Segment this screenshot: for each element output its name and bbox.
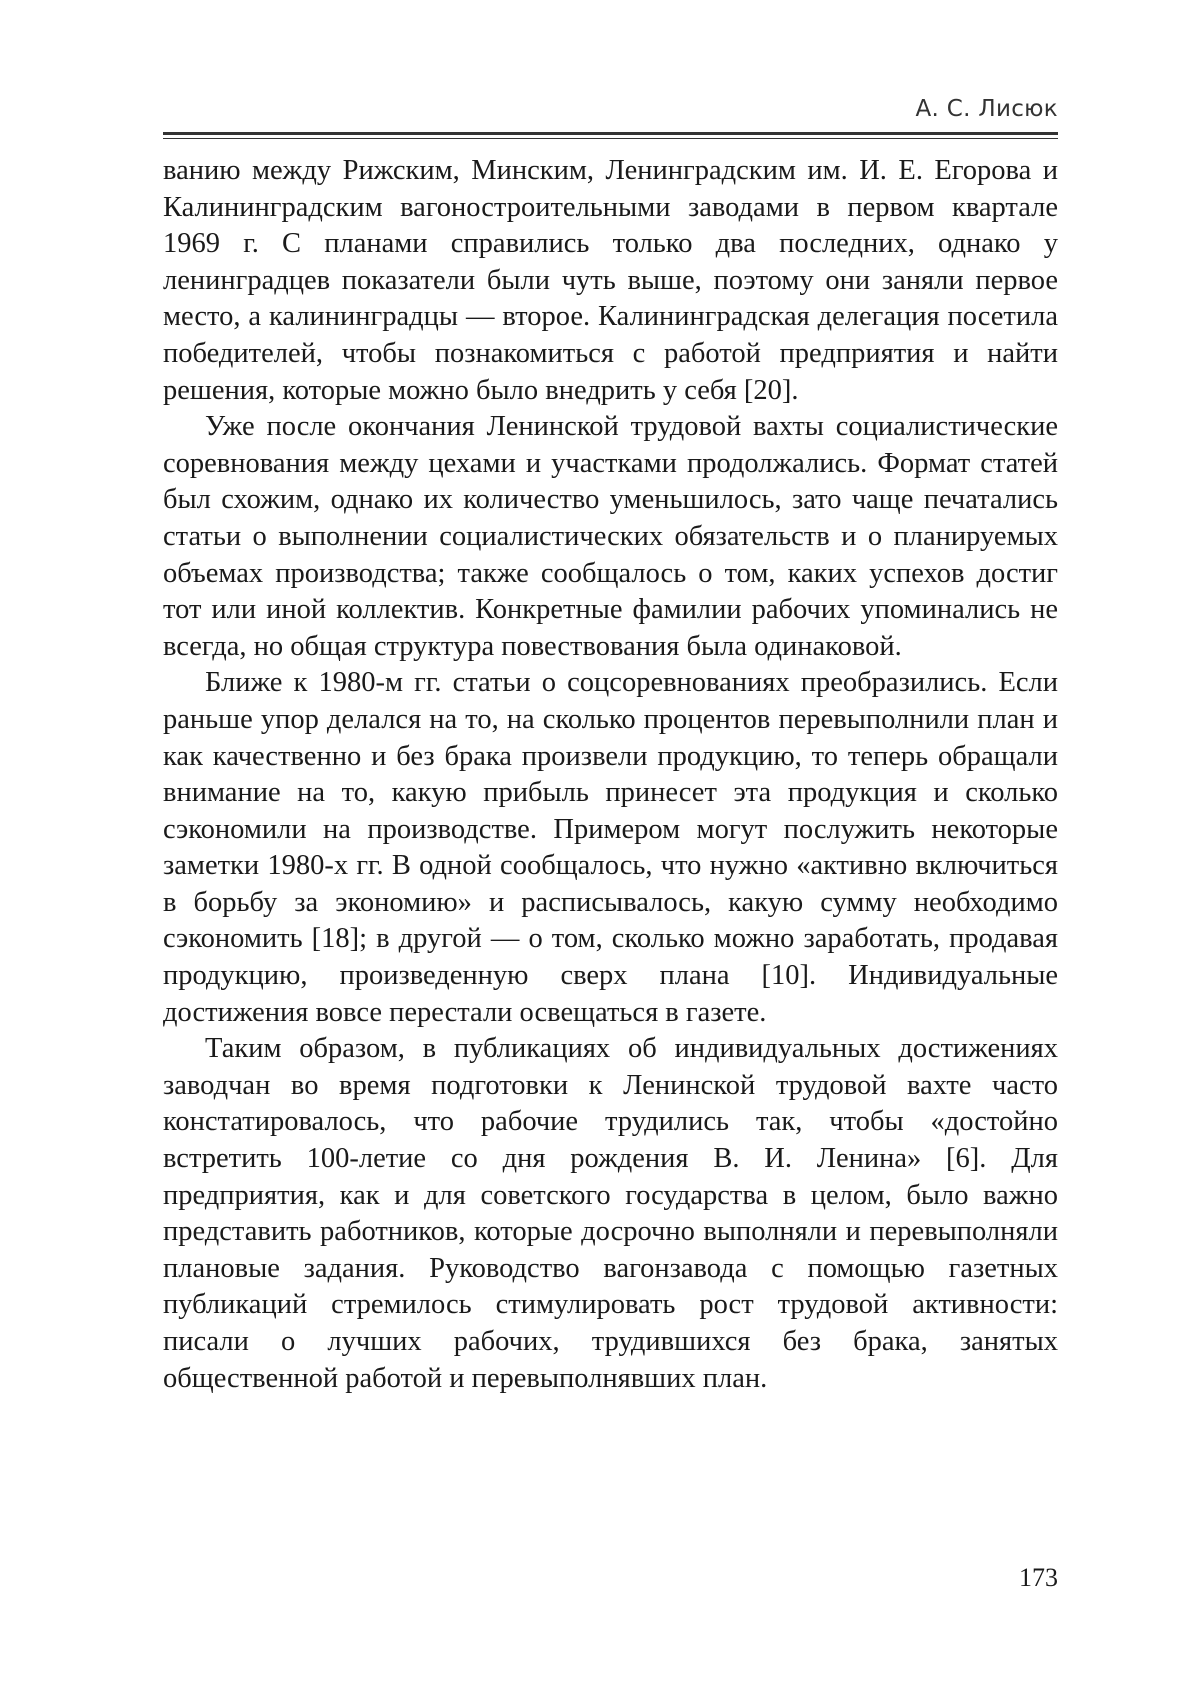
body-text: [163, 153, 1058, 1397]
header-rule-thin: [163, 138, 1058, 139]
paragraph: Ближе к 1980-м гг. статьи о соцсоревнованиях преобразились. Если раньше упор делался на то, на сколько процентов перевыполнили план и как качественно и без брака произвели продукцию, то теперь обращали внимание на то, какую прибыль принесет эта продукция и сколько сэкономили на производстве. Примером могут послужить некоторые заметки 1980-х гг. В одной сообщалось, что нужно «активно включиться в борьбу за экономию» и расписывалось, какую сумму необходимо сэкономить [18]; в другой — о том, сколько можно заработать, продавая продукцию, произведенную сверх плана [10]. Индивидуальные достижения вовсе перестали освещаться в газете.: [163, 667, 1058, 1028]
running-head-author: А. С. Лисюк: [915, 96, 1058, 122]
paragraph: Таким образом, в публикациях об индивидуальных достижениях заводчан во время подготовки к Ленинской трудовой вахте часто констатировалось, что рабочие трудились так, чтобы «достойно встретить 100-летие со дня рождения В. И. Ленина» [6]. Для предприятия, как и для советского государства в целом, было важно представить работников, которые досрочно выполняли и перевыполняли плановые задания. Руководство вагонзавода с помощью газетных публикаций стремилось стимулировать рост трудовой активности: писали о лучших рабочих, трудившихся без брака, занятых общественной работой и перевыполнявших план.: [163, 1033, 1058, 1394]
header-rule-thick: [163, 132, 1058, 135]
page-number: 173: [1019, 1563, 1058, 1592]
paragraph-continuation: ванию между Рижским, Минским, Ленинградским им. И. Е. Егорова и Калининградским вагоностроительными заводами в первом квартале 1969 г. С планами справились только два последних, однако у ленинградцев показатели были чуть выше, поэтому они заняли первое место, а калининградцы — второе. Калининградская делегация посетила победителей, чтобы познакомиться с работой предприятия и найти решения, которые можно было внедрить у себя [20].: [163, 155, 1058, 406]
paragraph: Уже после окончания Ленинской трудовой вахты социалистические соревнования между цехами и участками продолжались. Формат статей был схожим, однако их количество уменьшилось, зато чаще печатались статьи о выполнении социалистических обязательств и о планируемых объемах производства; также сообщалось о том, каких успехов достиг тот или иной коллектив. Конкретные фамилии рабочих упоминались не всегда, но общая структура повествования была одинаковой.: [163, 411, 1058, 662]
